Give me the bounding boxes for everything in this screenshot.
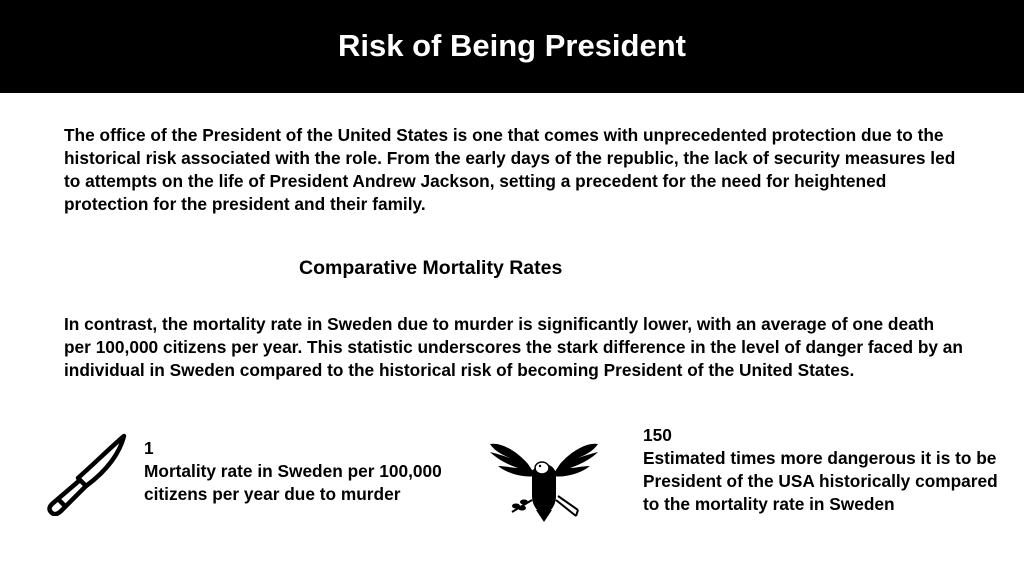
- page-title: Risk of Being President: [338, 28, 686, 63]
- contrast-paragraph: In contrast, the mortality rate in Sweden due to murder is significantly lower, with an average of one death per 100,000 citizens per year. This statistic underscores the stark difference in the level of danger faced by an individual in Sweden compared to the historical risk of becoming President of the United States.: [64, 314, 963, 380]
- stat-value: 1: [144, 438, 154, 458]
- title-bar: [0, 0, 1024, 93]
- stat-description: Estimated times more dangerous it is to be President of the USA historically compared to the mortality rate in Sweden: [643, 448, 998, 514]
- knife-icon: [44, 432, 128, 516]
- section-heading: Comparative Mortality Rates: [299, 257, 563, 279]
- stat-president: [643, 424, 1003, 516]
- stat-sweden: [144, 437, 464, 506]
- stat-description: Mortality rate in Sweden per 100,000 citizens per year due to murder: [144, 461, 442, 504]
- intro-paragraph: The office of the President of the United States is one that comes with unprecedented protection due to the historical risk associated with the role. From the early days of the republic, the lack of security measures led to attempts on the life of President Andrew Jackson, setting a precedent for the need for heightened protection for the president and their family.: [64, 125, 956, 214]
- eagle-seal-icon: [486, 438, 602, 522]
- stat-value: 150: [643, 425, 672, 445]
